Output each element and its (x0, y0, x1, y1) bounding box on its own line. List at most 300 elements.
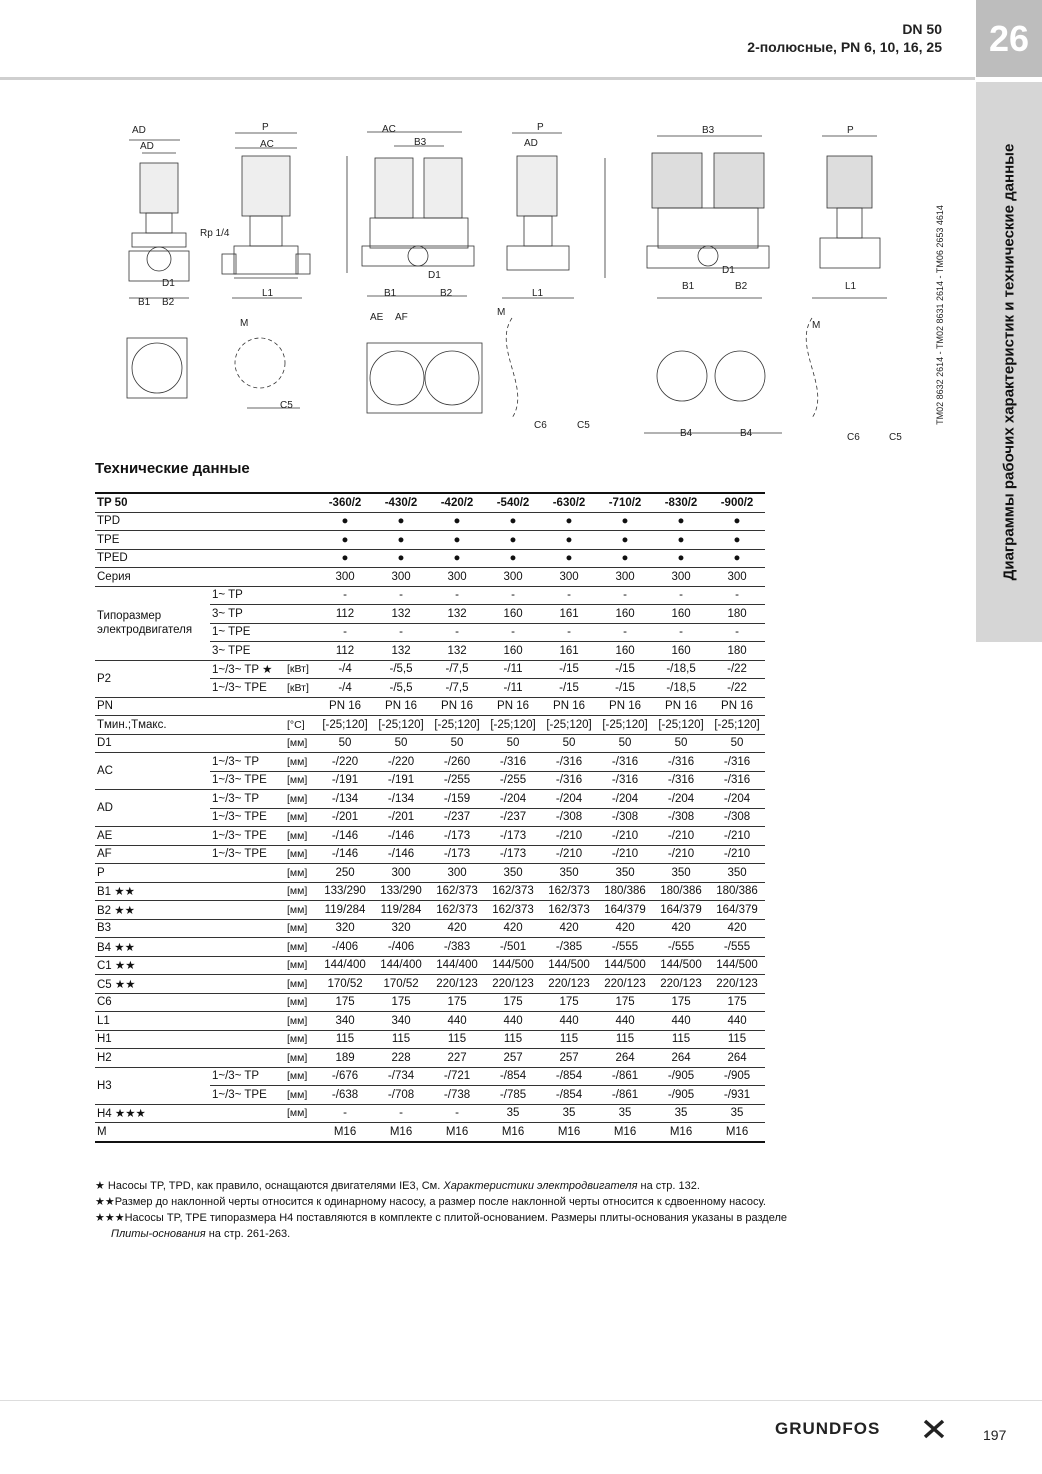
cell-value: 115 (653, 1030, 709, 1049)
cell-value: 264 (653, 1049, 709, 1068)
cell-value: -/173 (429, 845, 485, 864)
row-label: TPE (95, 531, 210, 550)
row-label: P2 (95, 660, 210, 697)
cell-value: 175 (597, 993, 653, 1012)
cell-value: 320 (373, 919, 429, 938)
row-unit: [мм] (285, 771, 317, 790)
cell-value: -/4 (317, 660, 373, 679)
table-row (95, 1030, 765, 1049)
label-c6-2: C6 (847, 432, 860, 443)
cell-value: 300 (317, 568, 373, 587)
row-unit: [мм] (285, 864, 317, 883)
cell-value: 170/52 (373, 975, 429, 994)
row-unit: [мм] (285, 1049, 317, 1068)
cell-value: 162/373 (429, 882, 485, 901)
row-unit: [мм] (285, 1067, 317, 1086)
footnotes (95, 1178, 787, 1242)
cell-value: 144/500 (485, 956, 541, 975)
cell-value: 350 (485, 864, 541, 883)
cell-value: ● (597, 512, 653, 531)
cell-value: ● (317, 549, 373, 568)
footnote-1-suffix: на стр. 132. (637, 1180, 700, 1192)
cell-value: -/18,5 (653, 679, 709, 698)
cell-value: 420 (709, 919, 765, 938)
cell-value: -/7,5 (429, 679, 485, 698)
cell-value: 115 (541, 1030, 597, 1049)
cell-value: 220/123 (541, 975, 597, 994)
cell-value: -/406 (317, 938, 373, 957)
cell-value: 119/284 (373, 901, 429, 920)
cell-value: 350 (653, 864, 709, 883)
row-sub-label: 1~/3~ TPE (210, 771, 285, 790)
cell-value: ● (485, 531, 541, 550)
cell-value: -/406 (373, 938, 429, 957)
cell-value: 220/123 (485, 975, 541, 994)
cell-value: -/308 (653, 808, 709, 827)
footnote-2: ★★Размер до наклонной черты относится к одинарному насосу, а размер после наклонной черты относится к сдвоенному насосу. (95, 1196, 766, 1208)
row-label: Типоразмер электродвигателя (95, 586, 210, 660)
label-d1-tpe: D1 (722, 265, 735, 276)
cell-value: 175 (709, 993, 765, 1012)
label-af: AF (395, 312, 408, 323)
cell-value: -/931 (709, 1086, 765, 1105)
row-label: H1 (95, 1030, 210, 1049)
row-unit (285, 586, 317, 605)
cell-value: -/255 (485, 771, 541, 790)
cell-value: 132 (373, 642, 429, 661)
cell-value: -/210 (541, 845, 597, 864)
cell-value: 180 (709, 605, 765, 624)
cell-value: [-25;120] (709, 716, 765, 735)
row-unit (285, 697, 317, 716)
label-p-tpe2: P (847, 125, 854, 136)
cell-value: -/237 (429, 808, 485, 827)
label-b2-tpe: B2 (735, 281, 748, 292)
cell-value: - (373, 623, 429, 642)
row-label: H2 (95, 1049, 210, 1068)
cell-value: 115 (485, 1030, 541, 1049)
cell-value: 144/500 (709, 956, 765, 975)
table-row (95, 938, 765, 957)
table-row (95, 956, 765, 975)
cell-value: -/738 (429, 1086, 485, 1105)
cell-value: 115 (429, 1030, 485, 1049)
cell-value: ● (485, 512, 541, 531)
cell-value: 220/123 (709, 975, 765, 994)
cell-value: - (597, 623, 653, 642)
cell-value: - (709, 586, 765, 605)
label-ad-2: AD (140, 141, 154, 152)
table-row (95, 1012, 765, 1031)
cell-value: -/316 (653, 771, 709, 790)
cell-value: ● (485, 549, 541, 568)
header-column: -430/2 (373, 493, 429, 512)
section-title: Технические данные (95, 460, 250, 477)
label-p-tpe: P (537, 122, 544, 133)
header-column: -540/2 (485, 493, 541, 512)
cell-value: -/555 (597, 938, 653, 957)
cell-value: 350 (709, 864, 765, 883)
cell-value: - (373, 586, 429, 605)
cell-value: [-25;120] (373, 716, 429, 735)
cell-value: [-25;120] (653, 716, 709, 735)
cell-value: 144/500 (653, 956, 709, 975)
cell-value: 420 (653, 919, 709, 938)
cell-value: PN 16 (709, 697, 765, 716)
cell-value: PN 16 (373, 697, 429, 716)
cell-value: -/638 (317, 1086, 373, 1105)
row-label: H3 (95, 1067, 210, 1104)
row-label: Серия (95, 568, 210, 587)
cell-value: 162/373 (485, 882, 541, 901)
cell-value: -/146 (373, 827, 429, 846)
cell-value: 300 (373, 568, 429, 587)
row-unit: [мм] (285, 1086, 317, 1105)
cell-value: ● (429, 531, 485, 550)
label-b3: B3 (414, 137, 427, 148)
cell-value: -/220 (317, 753, 373, 772)
cell-value: -/210 (709, 845, 765, 864)
cell-value: -/316 (597, 771, 653, 790)
cell-value: -/210 (709, 827, 765, 846)
cell-value: -/210 (653, 845, 709, 864)
cell-value: -/210 (541, 827, 597, 846)
table-row (95, 827, 765, 846)
cell-value: -/721 (429, 1067, 485, 1086)
cell-value: 164/379 (709, 901, 765, 920)
cell-value: 115 (709, 1030, 765, 1049)
cell-value: -/785 (485, 1086, 541, 1105)
cell-value: 189 (317, 1049, 373, 1068)
row-label: B1 ★★ (95, 882, 210, 901)
cell-value: ● (709, 512, 765, 531)
table-row (95, 882, 765, 901)
row-sub-label (210, 975, 285, 994)
cell-value: -/7,5 (429, 660, 485, 679)
cell-value: ● (709, 531, 765, 550)
cell-value: -/308 (709, 808, 765, 827)
label-l1: L1 (262, 288, 274, 299)
cell-value: -/22 (709, 679, 765, 698)
cell-value: -/316 (597, 753, 653, 772)
label-ad-tpe: AD (524, 138, 538, 149)
label-b1-twin: B1 (384, 288, 397, 299)
cell-value: 160 (485, 605, 541, 624)
cell-value: M16 (373, 1123, 429, 1142)
cell-value: 300 (429, 864, 485, 883)
cell-value: -/905 (653, 1067, 709, 1086)
cell-value: -/734 (373, 1067, 429, 1086)
drawing-tpe-single (812, 136, 887, 298)
row-sub-label: 1~/3~ TP ★ (210, 660, 285, 679)
row-label: B2 ★★ (95, 901, 210, 920)
label-c5: C5 (280, 400, 293, 411)
drawing-reference: TM02 8632 2614 - TM02 8631 2614 - TM06 2653 4614 (935, 205, 945, 425)
drawing-single-pump-front (222, 133, 347, 298)
label-b1: B1 (138, 297, 151, 308)
cell-value: 35 (597, 1104, 653, 1123)
cell-value: 180/386 (653, 882, 709, 901)
page-header-title (747, 20, 942, 56)
cell-value: 35 (653, 1104, 709, 1123)
row-unit: [мм] (285, 975, 317, 994)
cell-value: - (485, 586, 541, 605)
row-label: B3 (95, 919, 210, 938)
cell-value: 175 (373, 993, 429, 1012)
label-b2: B2 (162, 297, 175, 308)
row-unit: [мм] (285, 827, 317, 846)
cell-value: 440 (653, 1012, 709, 1031)
row-unit: [мм] (285, 956, 317, 975)
label-m-3: M (812, 320, 821, 331)
row-label: C5 ★★ (95, 975, 210, 994)
cell-value: 160 (597, 642, 653, 661)
row-unit: [мм] (285, 1012, 317, 1031)
row-unit: [мм] (285, 790, 317, 809)
cell-value: 257 (541, 1049, 597, 1068)
cell-value: -/191 (317, 771, 373, 790)
header-column: -710/2 (597, 493, 653, 512)
table-row (95, 1049, 765, 1068)
table-row (95, 716, 765, 735)
label-b4-2: B4 (740, 428, 753, 439)
chapter-number: 26 (988, 18, 1030, 59)
cell-value: - (317, 1104, 373, 1123)
cell-value: M16 (709, 1123, 765, 1142)
row-sub-label (210, 938, 285, 957)
header-column: -630/2 (541, 493, 597, 512)
cell-value: ● (317, 512, 373, 531)
cell-value: -/210 (597, 845, 653, 864)
row-unit (285, 605, 317, 624)
cell-value: 161 (541, 605, 597, 624)
cell-value: 300 (485, 568, 541, 587)
row-sub-label (210, 1123, 285, 1142)
header-column: -420/2 (429, 493, 485, 512)
cell-value: 227 (429, 1049, 485, 1068)
cell-value: 264 (709, 1049, 765, 1068)
label-b1-tpe: B1 (682, 281, 695, 292)
footnote-3-link: Плиты-основания (111, 1228, 206, 1240)
cell-value: 133/290 (317, 882, 373, 901)
row-unit (285, 512, 317, 531)
cell-value: PN 16 (317, 697, 373, 716)
cell-value: ● (709, 549, 765, 568)
cell-value: - (653, 586, 709, 605)
cell-value: -/204 (597, 790, 653, 809)
row-label: L1 (95, 1012, 210, 1031)
drawing-twin-tpe-pump (647, 136, 769, 298)
cell-value: 220/123 (429, 975, 485, 994)
cell-value: -/11 (485, 679, 541, 698)
cell-value: -/260 (429, 753, 485, 772)
cell-value: -/385 (541, 938, 597, 957)
cell-value: - (541, 586, 597, 605)
brand-x-icon (923, 1419, 945, 1439)
row-unit: [мм] (285, 753, 317, 772)
label-ad: AD (132, 125, 146, 136)
label-ac-twin: AC (382, 124, 396, 135)
row-sub-label: 1~/3~ TPE (210, 827, 285, 846)
cell-value: [-25;120] (597, 716, 653, 735)
row-label: TPD (95, 512, 210, 531)
cell-value: 162/373 (485, 901, 541, 920)
cell-value: 300 (429, 568, 485, 587)
footnote-3-suffix: на стр. 261-263. (205, 1228, 291, 1240)
header-model: TP 50 (95, 493, 317, 512)
row-unit: [мм] (285, 901, 317, 920)
row-label: AC (95, 753, 210, 790)
cell-value: M16 (429, 1123, 485, 1142)
cell-value: PN 16 (653, 697, 709, 716)
cell-value: ● (429, 512, 485, 531)
row-sub-label (210, 1030, 285, 1049)
header-line-1: DN 50 (902, 21, 942, 37)
table-row (95, 919, 765, 938)
cell-value: ● (373, 531, 429, 550)
cell-value: 440 (597, 1012, 653, 1031)
cell-value: 340 (317, 1012, 373, 1031)
row-sub-label (210, 1104, 285, 1123)
table-row (95, 975, 765, 994)
row-sub-label (210, 882, 285, 901)
cell-value: -/308 (541, 808, 597, 827)
cell-value: 175 (485, 993, 541, 1012)
cell-value: 35 (709, 1104, 765, 1123)
cell-value: -/159 (429, 790, 485, 809)
cell-value: ● (653, 512, 709, 531)
cell-value: -/316 (653, 753, 709, 772)
cell-value: 257 (485, 1049, 541, 1068)
cell-value: -/5,5 (373, 679, 429, 698)
cell-value: [-25;120] (429, 716, 485, 735)
cell-value: 175 (653, 993, 709, 1012)
cell-value: 112 (317, 642, 373, 661)
cell-value: -/220 (373, 753, 429, 772)
cell-value: 132 (373, 605, 429, 624)
table-row (95, 845, 765, 864)
cell-value: - (373, 1104, 429, 1123)
row-unit: [мм] (285, 734, 317, 753)
header-column: -360/2 (317, 493, 373, 512)
cell-value: ● (317, 531, 373, 550)
cell-value: -/204 (653, 790, 709, 809)
cell-value: -/316 (709, 753, 765, 772)
table-row (95, 993, 765, 1012)
cell-value: 300 (709, 568, 765, 587)
cell-value: 115 (317, 1030, 373, 1049)
label-b3-tpe: B3 (702, 125, 715, 136)
cell-value: 300 (373, 864, 429, 883)
cell-value: 50 (317, 734, 373, 753)
cell-value: [-25;120] (485, 716, 541, 735)
row-unit (285, 531, 317, 550)
table-row (95, 697, 765, 716)
cell-value: -/173 (485, 827, 541, 846)
cell-value: -/861 (597, 1067, 653, 1086)
row-unit (285, 623, 317, 642)
cell-value: -/15 (541, 679, 597, 698)
table-row (95, 734, 765, 753)
cell-value: - (597, 586, 653, 605)
label-m-2: M (497, 307, 506, 318)
row-sub-label (210, 901, 285, 920)
cell-value: 420 (597, 919, 653, 938)
table-row (95, 1123, 765, 1142)
cell-value: 50 (653, 734, 709, 753)
cell-value: - (653, 623, 709, 642)
brand-logo (775, 1419, 880, 1439)
row-sub-label (210, 734, 285, 753)
header-column: -830/2 (653, 493, 709, 512)
drawing-tpe-pump-front (502, 133, 605, 298)
cell-value: ● (541, 512, 597, 531)
row-unit (285, 642, 317, 661)
row-label: C6 (95, 993, 210, 1012)
cell-value: - (429, 586, 485, 605)
cell-value: 440 (429, 1012, 485, 1031)
cell-value: - (317, 623, 373, 642)
row-label: PN (95, 697, 210, 716)
footnote-1-link: Характеристики электродвигателя (443, 1180, 638, 1192)
cell-value: 160 (597, 605, 653, 624)
cell-value: 420 (429, 919, 485, 938)
cell-value: -/854 (485, 1067, 541, 1086)
cell-value: -/5,5 (373, 660, 429, 679)
label-c6: C6 (534, 420, 547, 431)
cell-value: -/146 (317, 845, 373, 864)
cell-value: -/11 (485, 660, 541, 679)
cell-value: -/555 (653, 938, 709, 957)
label-c5-2: C5 (577, 420, 590, 431)
label-l1-tpe2: L1 (845, 281, 857, 292)
row-label: D1 (95, 734, 210, 753)
row-sub-label (210, 549, 285, 568)
row-sub-label: 1~ TPE (210, 623, 285, 642)
cell-value: 162/373 (429, 901, 485, 920)
label-b4: B4 (680, 428, 693, 439)
page-number: 197 (983, 1427, 1007, 1443)
chapter-box (976, 0, 1042, 77)
cell-value: -/191 (373, 771, 429, 790)
table-row (95, 512, 765, 531)
label-m: M (240, 318, 249, 329)
cell-value: -/204 (485, 790, 541, 809)
row-label: TPED (95, 549, 210, 568)
cell-value: ● (541, 549, 597, 568)
cell-value: -/316 (541, 771, 597, 790)
cell-value: -/555 (709, 938, 765, 957)
row-sub-label: 1~/3~ TP (210, 790, 285, 809)
cell-value: ● (653, 549, 709, 568)
cell-value: 144/400 (317, 956, 373, 975)
row-sub-label: 1~/3~ TP (210, 1067, 285, 1086)
row-sub-label: 3~ TPE (210, 642, 285, 661)
drawing-plan-views (127, 318, 821, 433)
header-column: -900/2 (709, 493, 765, 512)
cell-value: 350 (597, 864, 653, 883)
cell-value: 115 (373, 1030, 429, 1049)
cell-value: 180 (709, 642, 765, 661)
row-sub-label: 1~ TP (210, 586, 285, 605)
cell-value: -/15 (541, 660, 597, 679)
cell-value: 50 (709, 734, 765, 753)
cell-value: 115 (597, 1030, 653, 1049)
header-rule (0, 77, 975, 80)
cell-value: -/255 (429, 771, 485, 790)
cell-value: 144/400 (429, 956, 485, 975)
row-sub-label: 1~/3~ TP (210, 753, 285, 772)
